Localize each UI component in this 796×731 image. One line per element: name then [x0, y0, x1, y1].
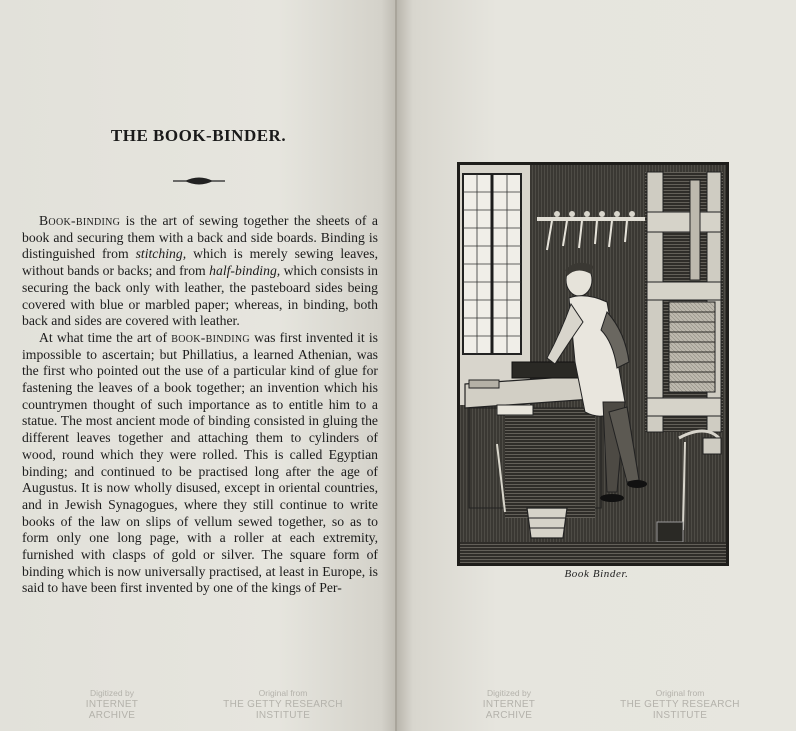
figure-caption: Book Binder.	[564, 568, 629, 580]
watermark-getty-right	[615, 688, 745, 721]
small-caps-term: Book-binding	[39, 213, 121, 228]
watermark-getty-label: THE GETTY RESEARCH	[223, 699, 343, 710]
body-text	[22, 213, 378, 597]
text-run: which consists in securing the back only with leather, the pasteboard sides being covered with blue or marbled paper; whereas, in binding, both back and sides are covered with leather.	[22, 263, 378, 329]
watermark-getty-label: THE GETTY RESEARCH	[620, 699, 740, 710]
ornament-divider-icon	[171, 175, 227, 187]
paragraph	[22, 330, 378, 597]
text-run: which is merely sewing leaves, without bands or backs; and from	[22, 246, 378, 279]
watermark-original-label: Original from	[655, 688, 705, 698]
watermark-internet-archive-label: INTERNET ARCHIVE	[85, 699, 139, 721]
watermark-digitized-label: Digitized by	[90, 688, 134, 698]
text-run: is the art of sewing together the sheets of a book and securing them with a back and side boards. Binding is distinguished from	[22, 213, 378, 262]
chapter-title: THE BOOK-BINDER.	[110, 126, 287, 145]
paragraph	[22, 213, 378, 330]
italic-term: stitching,	[135, 246, 187, 262]
watermark-institute-label: INSTITUTE	[652, 710, 708, 721]
watermark-internet-archive	[62, 688, 162, 721]
watermark-digitized-label: Digitized by	[487, 688, 531, 698]
watermark-internet-archive-right	[459, 688, 559, 721]
text-run: was first invented it is impossible to ascertain; but Phillatius, a learned Athenian, was the first who pointed out the use of a particular kind of glue for fastening the leaves of a book together; an invention which his countrymen thought of such importance as to entitle him to a statue. The most ancient mode of binding consisted in gluing the different leaves together and attaching them to cylinders of wood, round which they were rolled. This is called Egyptian binding; and continued to be practised long after the age of Augustus. It is now wholly disused, except in oriental countries, and in Jewish Synagogues, where they still continue to write books of the law on slips of vellum sewed together, so as to form only one long page, with a roller at each extremity, furnished with clasps of gold or silver. The square form of binding which is now universally practised, at least in Europe, is said to have been first invented by one of the kings of Per-	[22, 329, 378, 596]
book-binder-engraving	[457, 162, 729, 566]
watermark-institute-label: INSTITUTE	[255, 710, 311, 721]
italic-term: half-binding,	[209, 263, 281, 279]
text-run: At what time the art of	[39, 329, 172, 345]
small-caps-term: book-binding	[171, 329, 250, 345]
engraving-figure	[457, 162, 729, 571]
watermark-original-label: Original from	[258, 688, 308, 698]
left-page	[0, 0, 397, 731]
watermark-internet-archive-label: INTERNET ARCHIVE	[482, 699, 536, 721]
right-page	[397, 0, 796, 731]
watermark-getty	[218, 688, 348, 721]
